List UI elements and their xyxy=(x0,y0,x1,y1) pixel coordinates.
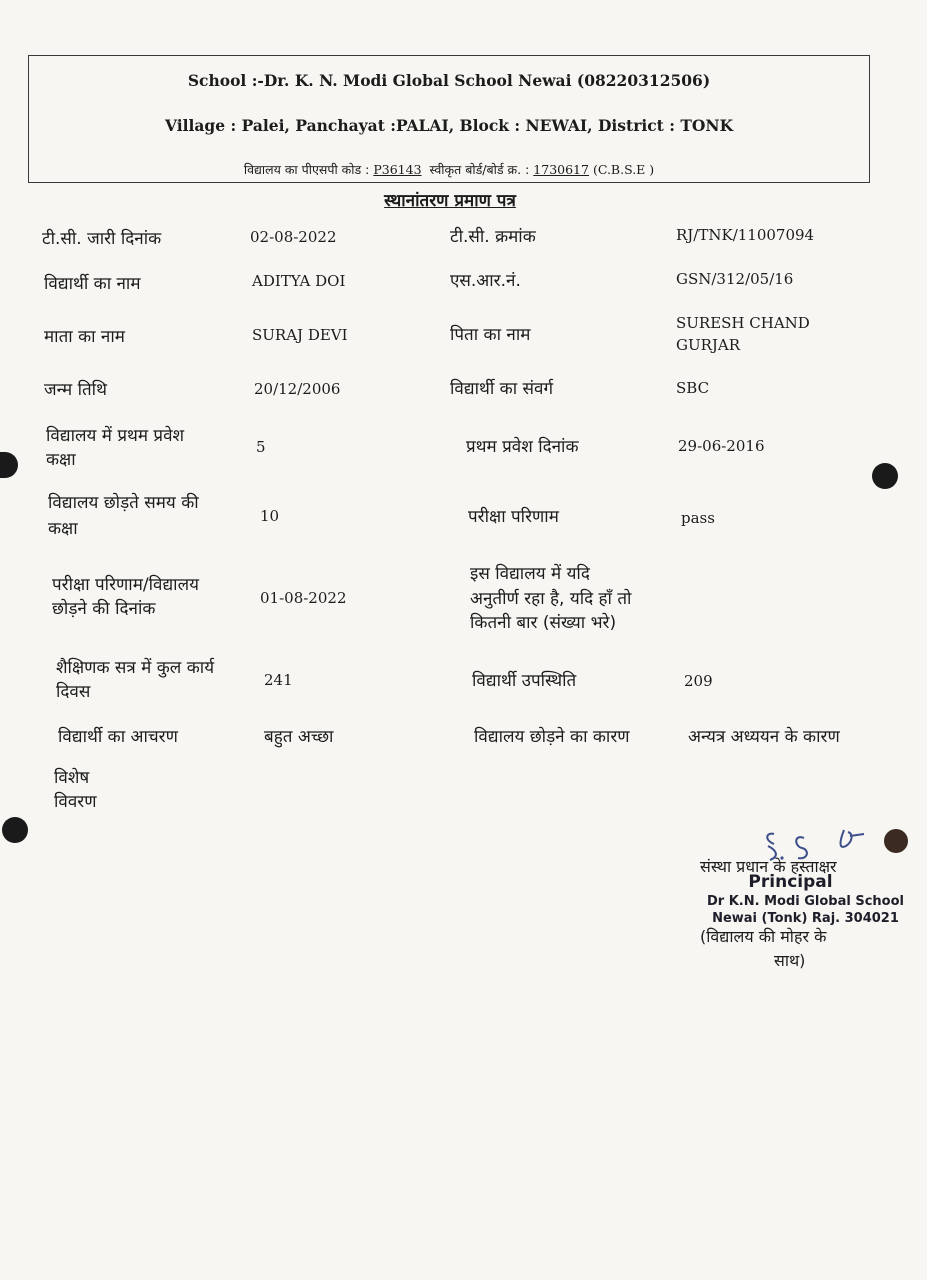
working-days-label-line2: दिवस xyxy=(56,682,91,702)
exam-result-value: pass xyxy=(681,509,715,527)
signature-label-line1: संस्था प्रधान के हस्ताक्षर xyxy=(700,857,837,876)
stamp-school-address: Newai (Tonk) Raj. 304021 xyxy=(712,911,899,926)
punch-hole-right-bottom xyxy=(884,829,908,853)
leaving-reason-label: विद्यालय छोड़ने का कारण xyxy=(474,727,630,747)
leaving-date-value: 01-08-2022 xyxy=(260,589,347,607)
stamp-principal-title: Principal xyxy=(748,872,833,892)
school-address-line: Village : Palei, Panchayat :PALAI, Block : NEWAI, District : TONK xyxy=(164,116,734,135)
psp-code: P36143 xyxy=(373,162,422,177)
school-header xyxy=(28,55,870,183)
tc-date-label: टी.सी. जारी दिनांक xyxy=(42,229,162,249)
attendance-value: 209 xyxy=(684,672,713,690)
leaving-class-value: 10 xyxy=(260,507,280,525)
punch-hole-left-bottom xyxy=(2,817,28,843)
failed-label-line3: कितनी बार (संख्या भरे) xyxy=(470,613,617,633)
conduct-value: बहुत अच्छा xyxy=(264,727,334,747)
punch-hole-left-top xyxy=(0,452,18,478)
tc-date-value: 02-08-2022 xyxy=(250,228,337,246)
leaving-class-label-line2: कक्षा xyxy=(48,519,78,539)
mother-name-value: SURAJ DEVI xyxy=(252,326,348,344)
leaving-date-label-line2: छोड़ने की दिनांक xyxy=(52,599,156,619)
exam-result-label: परीक्षा परिणाम xyxy=(468,507,559,527)
category-value: SBC xyxy=(676,379,710,397)
tc-number-value: RJ/TNK/11007094 xyxy=(676,226,815,244)
school-name-line: School :-Dr. K. N. Modi Global School Newai (08220312506) xyxy=(187,71,711,90)
sr-no-value: GSN/312/05/16 xyxy=(676,270,794,288)
dob-value: 20/12/2006 xyxy=(254,380,341,398)
failed-label-line1: इस विद्यालय में यदि xyxy=(470,564,590,584)
sr-no-label: एस.आर.नं. xyxy=(450,271,521,291)
dob-label: जन्म तिथि xyxy=(44,380,107,400)
psp-label: विद्यालय का पीएसपी कोड : xyxy=(243,162,370,177)
school-codes-line xyxy=(29,161,869,178)
principal-stamp xyxy=(688,872,923,926)
admission-class-label-line2: कक्षा xyxy=(46,450,76,470)
document-title: स्थानांतरण प्रमाण पत्र xyxy=(384,191,516,211)
working-days-label-line1: शैक्षिणक सत्र में कुल कार्य xyxy=(56,658,215,678)
admission-date-value: 29-06-2016 xyxy=(678,437,765,455)
stamp-school-name: Dr K.N. Modi Global School xyxy=(707,894,904,909)
failed-label-line2: अनुतीर्ण रहा है, यदि हाँ तो xyxy=(470,589,632,609)
category-label: विद्यार्थी का संवर्ग xyxy=(450,379,554,399)
remarks-label-line1: विशेष xyxy=(54,768,90,788)
student-name-label: विद्यार्थी का नाम xyxy=(44,274,141,294)
conduct-label: विद्यार्थी का आचरण xyxy=(58,727,178,747)
father-name-label: पिता का नाम xyxy=(450,325,531,345)
board-label: स्वीकृत बोर्ड/बोर्ड क्र. : xyxy=(429,162,530,177)
remarks-label-line2: विवरण xyxy=(54,792,97,812)
tc-number-label: टी.सी. क्रमांक xyxy=(450,227,536,247)
leaving-class-label-line1: विद्यालय छोड़ते समय की xyxy=(48,493,199,513)
student-name-value: ADITYA DOI xyxy=(252,272,346,290)
attendance-label: विद्यार्थी उपस्थिति xyxy=(472,671,577,691)
admission-class-label-line1: विद्यालय में प्रथम प्रवेश xyxy=(46,426,185,446)
signature-label-line3: साथ) xyxy=(774,951,806,970)
signature-label-line2: (विद्यालय की मोहर के xyxy=(700,927,827,946)
punch-hole-right-top xyxy=(872,463,898,489)
admission-date-label: प्रथम प्रवेश दिनांक xyxy=(466,437,579,457)
leaving-reason-value: अन्यत्र अध्ययन के कारण xyxy=(688,727,840,747)
working-days-value: 241 xyxy=(264,671,293,689)
mother-name-label: माता का नाम xyxy=(44,327,125,347)
father-name-value-line2: GURJAR xyxy=(676,336,741,354)
admission-class-value: 5 xyxy=(256,438,266,456)
father-name-value-line1: SURESH CHAND xyxy=(676,314,810,332)
board-name: (C.B.S.E ) xyxy=(592,162,655,177)
leaving-date-label-line1: परीक्षा परिणाम/विद्यालय xyxy=(52,575,199,595)
board-code: 1730617 xyxy=(533,162,589,177)
